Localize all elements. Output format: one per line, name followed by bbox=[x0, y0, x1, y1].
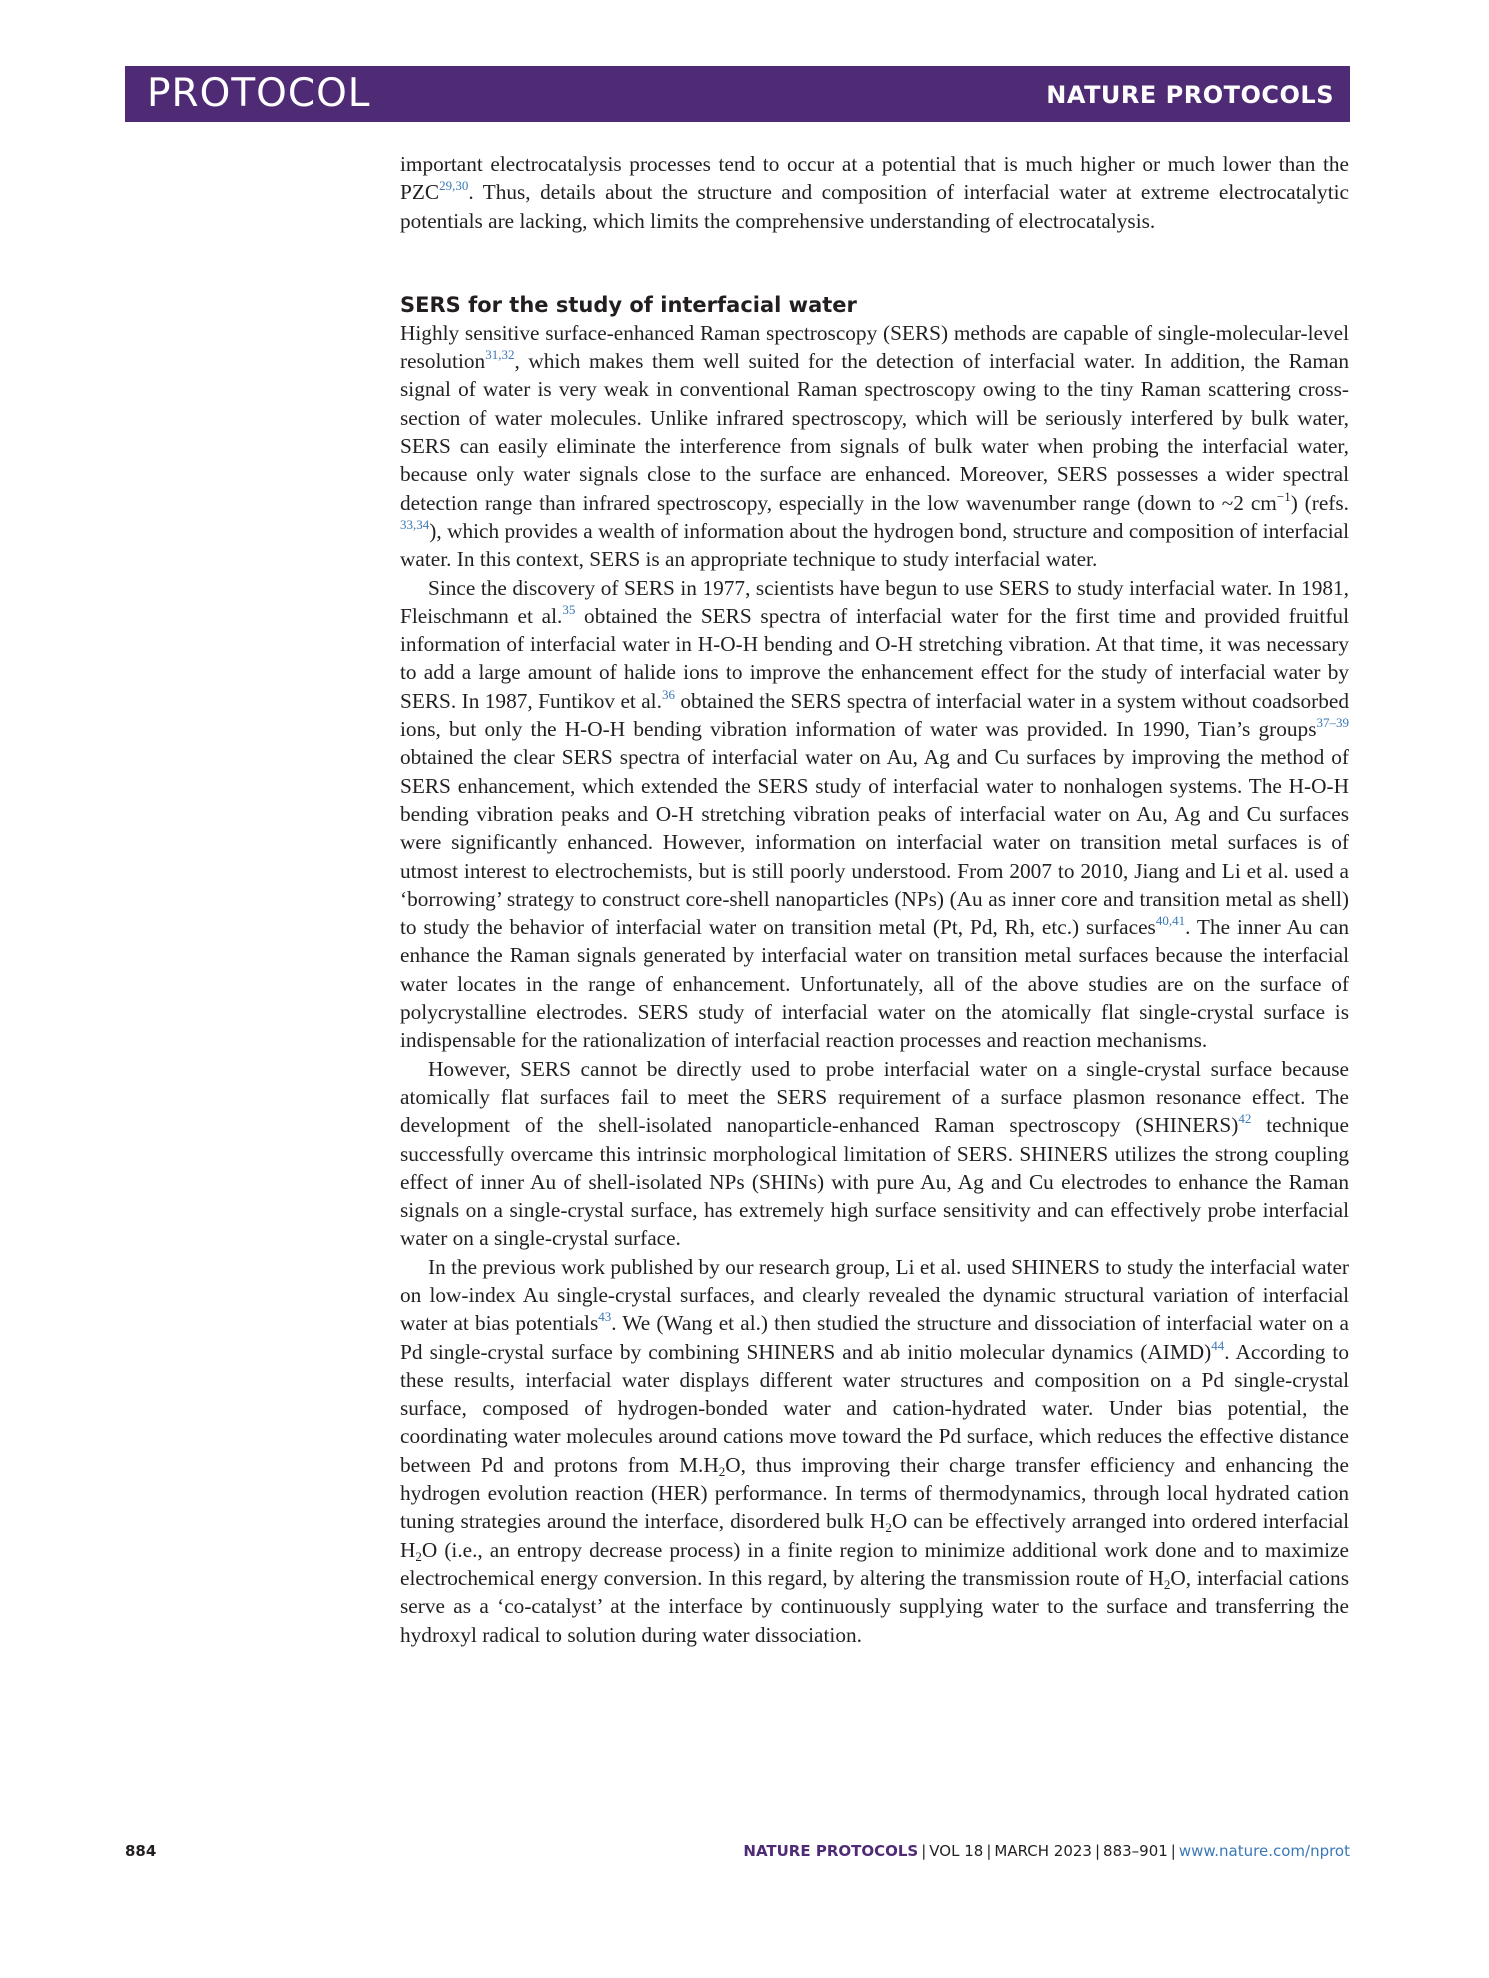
paragraph-1: Highly sensitive surface-enhanced Raman spectroscopy (SERS) methods are capable of single-molecular-level resolution$^{31,32}$, which makes them well suited for the detection of interfacial water. In addition, the Raman signal of water is very weak in conventional Raman spectroscopy owing to the tiny Raman scattering cross-section of water molecules. Unlike infrared spectroscopy, which will be seriously interfered by bulk water, SERS can easily eliminate the interference from signals of bulk water when probing the interfacial water, because only water signals close to the surface are enhanced. Moreover, SERS possesses a wider spectral detection range than infrared spectroscopy, especially in the low wavenumber range (down to ~2 $cm^{-1}$) (refs. $^{33,34}$), which provides a wealth of information about the hydrogen bond, structure and composition of interfacial water. In this context, SERS is an appropriate technique to study interfacial water. bbox=[400, 320, 1350, 572]
paragraph-2: Since the discovery of SERS in 1977, scientists have begun to use SERS to study interfacial water. In 1981, Fleischmann et al.$^{35}$ obtained the SERS spectra of interfacial water for the first time and provided fruitful information of interfacial water in H-O-H bending and O-H stretching vibration. At that time, it was necessary to add a large amount of halide ions to improve the enhancement effect for the study of interfacial water by SERS. In 1987, Funtikov et al.$^{36}$ obtained the SERS spectra of interfacial water in a system without coadsorbed ions, but only the H-O-H bending vibration information of water was provided. In 1990, Tian’s groups$^{37-39}$ obtained the clear SERS spectra of interfacial water on Au, Ag and Cu surfaces by improving the method of SERS enhancement, which extended the SERS study of interfacial water to nonhalogen systems. The H-O-H bending vibration peaks and O-H stretching vibration peaks of interfacial water on Au, Ag and Cu surfaces were significantly enhanced. However, information on interfacial water on transition metal surfaces is of utmost interest to electrochemists, but is still poorly understood. From 2007 to 2010, Jiang and Li et al. used a ‘borrowing’ strategy to construct core-shell nanoparticles (NPs) (Au as inner core and transition metal as shell) to study the behavior of interfacial water on transition metal (Pt, Pd, Rh, etc.) surfaces$^{40,41}$. The inner Au can enhance the Raman signals generated by interfacial water on transition metal surfaces because the interfacial water locates in the range of enhancement. Unfortunately, all of the above studies are on the surface of polycrystalline electrodes. SERS study of interfacial water on the atomically flat single-crystal surface is indispensable for the rationalization of interfacial reaction processes and reaction mechanisms. bbox=[400, 575, 1349, 1053]
header-bar bbox=[125, 66, 1350, 122]
citation-link[interactable]: 33,34 bbox=[400, 516, 430, 532]
footer-url-link[interactable]: www.nature.com/nprot bbox=[1178, 1842, 1350, 1860]
citation-link[interactable]: 44 bbox=[1211, 1337, 1225, 1353]
footer-citation: NATURE PROTOCOLS | VOL 18 | MARCH 2023 | 883–901 | www.nature.com/nprot bbox=[743, 1842, 1350, 1860]
citation-link[interactable]: 42 bbox=[1238, 1111, 1252, 1127]
article-body bbox=[400, 150, 1349, 1649]
section-label: PROTOCOL bbox=[147, 71, 371, 116]
paragraph-4: In the previous work published by our research group, Li et al. used SHINERS to study the interfacial water on low-index Au single-crystal surfaces, and clearly revealed the dynamic structural variation of interfacial water at bias potentials$^{43}$. We (Wang et al.) then studied the structure and dissociation of interfacial water on a Pd single-crystal surface by combining SHINERS and ab initio molecular dynamics (AIMD)$^{44}$. According to these results, interfacial water displays different water structures and composition on a Pd single-crystal surface, composed of hydrogen-bonded water and cation-hydrated water. Under bias potential, the coordinating water molecules around cations move toward the Pd surface, which reduces the effective distance between Pd and protons from $M.H_2O$, thus improving their charge transfer efficiency and enhancing the hydrogen evolution reaction (HER) performance. In terms of thermodynamics, through local hydrated cation tuning strategies around the interface, disordered bulk $H_2O$ can be effectively arranged into ordered interfacial $H_2O$ (i.e., an entropy decrease process) in a finite region to minimize additional work done and to maximize electrochemical energy conversion. In this regard, by altering the transmission route of $H_2O$, interfacial cations serve as a ‘co-catalyst’ at the interface by continuously supplying water to the surface and transferring the hydroxyl radical to solution during water dissociation. bbox=[400, 1254, 1349, 1647]
paragraph-3: However, SERS cannot be directly used to probe interfacial water on a single-crystal surface because atomically flat surfaces fail to meet the SERS requirement of a surface plasmon resonance effect. The development of the shell-isolated nanoparticle-enhanced Raman spectroscopy (SHINERS)$^{42}$ technique successfully overcame this intrinsic morphological limitation of SERS. SHINERS utilizes the strong coupling effect of inner Au of shell-isolated NPs (SHINs) with pure Au, Ag and Cu electrodes to enhance the Raman signals on a single-crystal surface, has extremely high surface sensitivity and can effectively probe interfacial water on a single-crystal surface. bbox=[400, 1056, 1349, 1251]
journal-name: NATURE PROTOCOLS bbox=[1046, 81, 1334, 109]
footer-pages: 883–901 bbox=[1103, 1842, 1168, 1860]
citation-link[interactable]: 37–39 bbox=[1316, 715, 1349, 731]
page-footer bbox=[125, 1837, 1350, 1865]
citation-link[interactable]: 40,41 bbox=[1155, 913, 1186, 929]
citation-link[interactable]: 35 bbox=[562, 601, 576, 617]
intro-paragraph: important electrocatalysis processes tend to occur at a potential that is much higher or much lower than the PZC$^{29,30}$. Thus, details about the structure and composition of interfacial water at extreme electrocatalytic potentials are lacking, which limits the comprehensive understanding of electrocatalysis. bbox=[400, 152, 1349, 233]
footer-date: MARCH 2023 bbox=[994, 1842, 1092, 1860]
citation-link[interactable]: 43 bbox=[598, 1309, 612, 1325]
citation-link[interactable]: 29,30 bbox=[439, 178, 469, 194]
footer-journal: NATURE PROTOCOLS bbox=[743, 1842, 919, 1860]
citation-link[interactable]: 31,32 bbox=[485, 347, 515, 363]
footer-volume: VOL 18 bbox=[929, 1842, 984, 1860]
citation-link[interactable]: 36 bbox=[661, 686, 675, 702]
section-heading: SERS for the study of interfacial water bbox=[400, 292, 857, 317]
page-number: 884 bbox=[125, 1842, 157, 1860]
